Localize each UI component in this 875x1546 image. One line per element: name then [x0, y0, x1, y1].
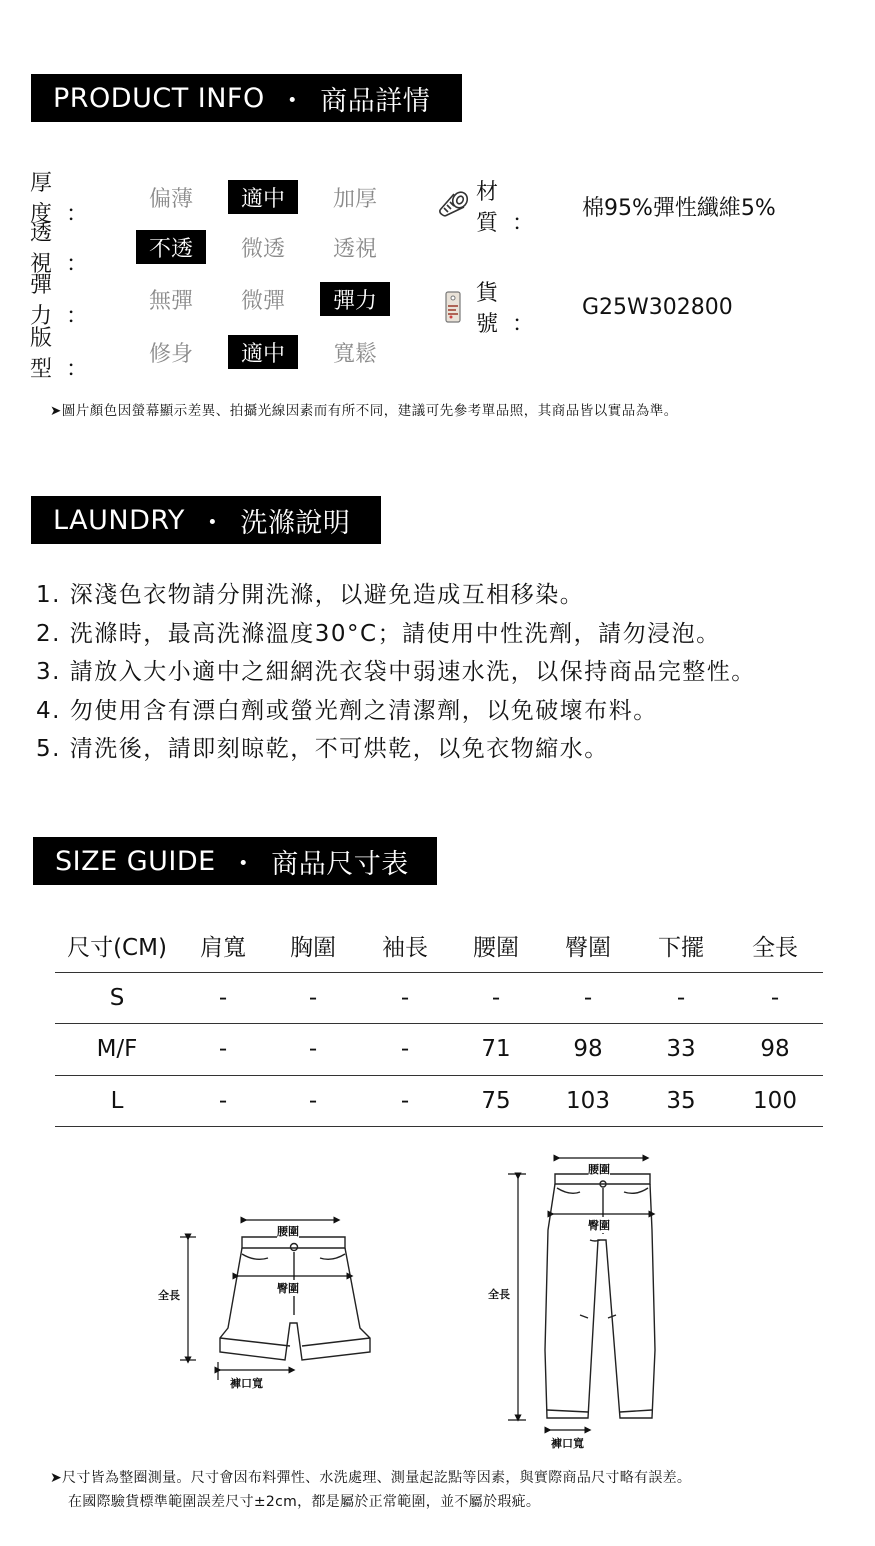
spec-option: 偏薄 [148, 186, 193, 212]
column-header: 腰圍 [451, 920, 541, 972]
spec-option: 微透 [240, 236, 285, 262]
table-header-row [55, 920, 823, 972]
spec-row-elasticity [30, 273, 412, 329]
table-cell: - [267, 972, 359, 1024]
spec-option-selected: 適中 [228, 335, 298, 369]
banner-separator: ・ [229, 848, 258, 880]
table-cell: M/F [55, 1024, 179, 1076]
list-item: 3. 請放入大小適中之細網洗衣袋中弱速水洗，以保持商品完整性。 [36, 659, 756, 685]
table-row [55, 972, 823, 1024]
spec-option: 透視 [332, 236, 377, 262]
table-cell: - [179, 1075, 267, 1127]
spec-option: 加厚 [332, 186, 377, 212]
table-cell: - [359, 972, 451, 1024]
material-value: 棉95%彈性纖維5% [582, 195, 776, 221]
material-label: 材 質： [476, 180, 549, 236]
spec-option-selected: 適中 [228, 180, 298, 214]
banner-title-en: SIZE GUIDE [55, 845, 216, 877]
spec-option-selected: 彈力 [320, 282, 390, 316]
spec-label: 彈 力： [30, 273, 103, 329]
column-header: 全長 [727, 920, 823, 972]
laundry-instructions [36, 576, 756, 769]
list-item: 2. 洗滌時，最高洗滌溫度30°C；請使用中性洗劑，請勿浸泡。 [36, 620, 721, 647]
table-cell: - [359, 1075, 451, 1127]
banner-title-zh: 商品詳情 [320, 85, 431, 117]
spec-row-fit [30, 326, 412, 382]
spec-option: 無彈 [148, 288, 193, 314]
waist-label: 腰圍 [588, 1163, 610, 1176]
banner-title-zh: 洗滌說明 [240, 507, 351, 539]
product-info-banner [31, 74, 462, 122]
column-header: 尺寸(CM) [55, 920, 179, 972]
table-cell: - [451, 972, 541, 1024]
list-item: 1. 深淺色衣物請分開洗滌，以避免造成互相移染。 [36, 582, 585, 608]
length-label: 全長 [488, 1288, 510, 1301]
column-header: 下擺 [635, 920, 727, 972]
shorts-illustration [150, 1210, 390, 1390]
shorts-measurement-diagram [150, 1210, 390, 1390]
hip-label: 臀圍 [277, 1282, 299, 1295]
table-cell: 100 [727, 1075, 823, 1127]
spec-row-transparency [30, 221, 412, 277]
pants-illustration [480, 1150, 680, 1455]
price-tag-icon [436, 289, 472, 325]
table-cell: S [55, 972, 179, 1024]
size-disclaimer-line: 在國際驗貨標準範圍誤差尺寸±2cm，都是屬於正常範圍，並不屬於瑕疵。 [68, 1494, 541, 1510]
table-cell: 75 [451, 1075, 541, 1127]
color-disclaimer: ➤圖片顏色因螢幕顯示差異、拍攝光線因素而有所不同，建議可先參考單品照，其商品皆以實品為準。 [50, 403, 678, 419]
table-cell: - [727, 972, 823, 1024]
length-label: 全長 [158, 1289, 180, 1302]
banner-title-en: LAUNDRY [53, 504, 185, 536]
table-cell: - [359, 1024, 451, 1076]
banner-separator: ・ [198, 507, 227, 539]
table-cell: - [635, 972, 727, 1024]
spec-option: 微彈 [240, 288, 285, 314]
spec-row-thickness [30, 171, 412, 227]
table-cell: 71 [451, 1024, 541, 1076]
material-row [436, 175, 776, 237]
column-header: 袖長 [359, 920, 451, 972]
size-disclaimer-line: ➤尺寸皆為整圈測量。尺寸會因布料彈性、水洗處理、測量起訖點等因素，與實際商品尺寸略有誤差。 [50, 1470, 692, 1486]
item-number-row [436, 276, 733, 338]
column-header: 肩寬 [179, 920, 267, 972]
table-cell: 103 [541, 1075, 635, 1127]
spec-label: 透 視： [30, 221, 103, 277]
hem-label: 褲口寬 [551, 1437, 584, 1450]
pants-measurement-diagram [480, 1150, 680, 1455]
banner-title-en: PRODUCT INFO [53, 82, 265, 114]
laundry-banner [31, 496, 381, 544]
list-item: 5. 清洗後，請即刻晾乾，不可烘乾，以免衣物縮水。 [36, 736, 609, 762]
table-cell: - [179, 972, 267, 1024]
size-disclaimer [50, 1466, 691, 1514]
spec-option: 寬鬆 [332, 341, 377, 367]
table-cell: - [541, 972, 635, 1024]
size-guide-banner [33, 837, 437, 885]
spec-option: 修身 [148, 341, 193, 367]
size-table [55, 920, 823, 1127]
table-cell: 98 [727, 1024, 823, 1076]
column-header: 胸圍 [267, 920, 359, 972]
fabric-roll-icon [436, 188, 472, 224]
table-row [55, 1024, 823, 1076]
banner-title-zh: 商品尺寸表 [271, 848, 409, 880]
spec-label: 厚 度： [30, 171, 103, 227]
list-item: 4. 勿使用含有漂白劑或螢光劑之清潔劑，以免破壞布料。 [36, 697, 658, 724]
table-row [55, 1075, 823, 1127]
item-number-label: 貨 號： [476, 281, 549, 337]
spec-label: 版 型： [30, 326, 103, 382]
table-cell: - [267, 1075, 359, 1127]
table-cell: 35 [635, 1075, 727, 1127]
table-cell: - [267, 1024, 359, 1076]
waist-label: 腰圍 [277, 1225, 299, 1238]
banner-separator: ・ [278, 85, 307, 117]
table-cell: 33 [635, 1024, 727, 1076]
spec-option-selected: 不透 [136, 230, 206, 264]
table-cell: 98 [541, 1024, 635, 1076]
hem-label: 褲口寬 [230, 1377, 263, 1390]
item-number-value: G25W302800 [582, 294, 733, 320]
hip-label: 臀圍 [588, 1219, 610, 1232]
column-header: 臀圍 [541, 920, 635, 972]
table-cell: - [179, 1024, 267, 1076]
table-cell: L [55, 1075, 179, 1127]
